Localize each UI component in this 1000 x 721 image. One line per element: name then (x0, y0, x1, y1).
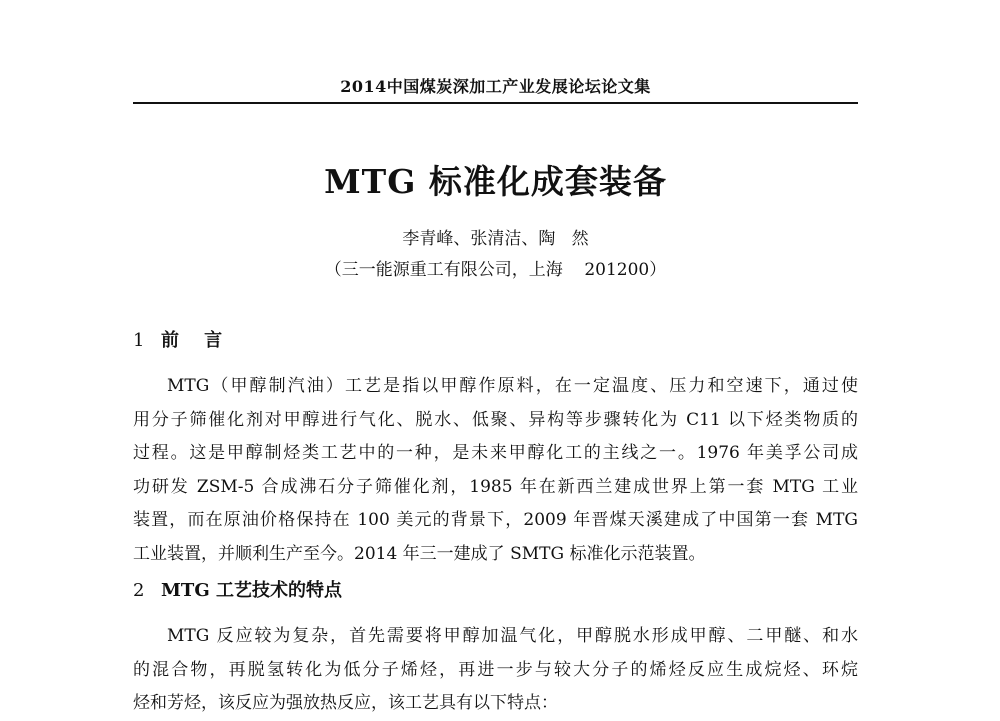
section-number: 1 (133, 330, 145, 351)
paragraph-line: MTG（甲醇制汽油）工艺是指以甲醇作原料，在一定温度、压力和空速下，通过使 (167, 376, 858, 396)
running-header: 2014中国煤炭深加工产业发展论坛论文集 (340, 77, 651, 96)
paragraph-line: 过程。这是甲醇制烃类工艺中的一种，是未来甲醇化工的主线之一。1976 年美孚公司成 (133, 443, 858, 464)
paragraph-line: 烃和芳烃，该反应为强放热反应，该工艺具有以下特点： (133, 693, 558, 714)
section-heading-introduction (133, 328, 222, 354)
paragraph-line: 功研发 ZSM-5 合成沸石分子筛催化剂，1985 年在新西兰建成世界上第一套 MTG 工业 (133, 476, 858, 497)
paragraph-mtg-features (133, 620, 858, 721)
section-title: MTG 工艺技术的特点 (161, 580, 342, 601)
paragraph-introduction (133, 370, 858, 572)
paper-title: MTG 标准化成套装备 (324, 162, 667, 201)
authors: 李青峰、张清洁、陶 然 (402, 229, 589, 249)
section-heading-mtg-features (133, 578, 342, 604)
paragraph-line: MTG 反应较为复杂，首先需要将甲醇加温气化，甲醇脱水形成甲醇、二甲醚、和水 (167, 626, 858, 646)
header-rule (133, 102, 858, 104)
paragraph-line: 的混合物，再脱氢转化为低分子烯烃，再进一步与较大分子的烯烃反应生成烷烃、环烷 (133, 659, 858, 680)
section-title: 前 言 (161, 330, 223, 351)
paragraph-line: 工业装置，并顺利生产至今。2014 年三一建成了 SMTG 标准化示范装置。 (133, 543, 706, 564)
paragraph-line: 用分子筛催化剂对甲醇进行气化、脱水、低聚、异构等步骤转化为 C11 以下烃类物质的 (133, 409, 858, 430)
paragraph-line: 装置，而在原油价格保持在 100 美元的背景下，2009 年晋煤天溪建成了中国第一套 MTG (133, 510, 858, 531)
affiliation: （三一能源重工有限公司，上海 201200） (324, 260, 667, 280)
section-number: 2 (133, 580, 145, 601)
